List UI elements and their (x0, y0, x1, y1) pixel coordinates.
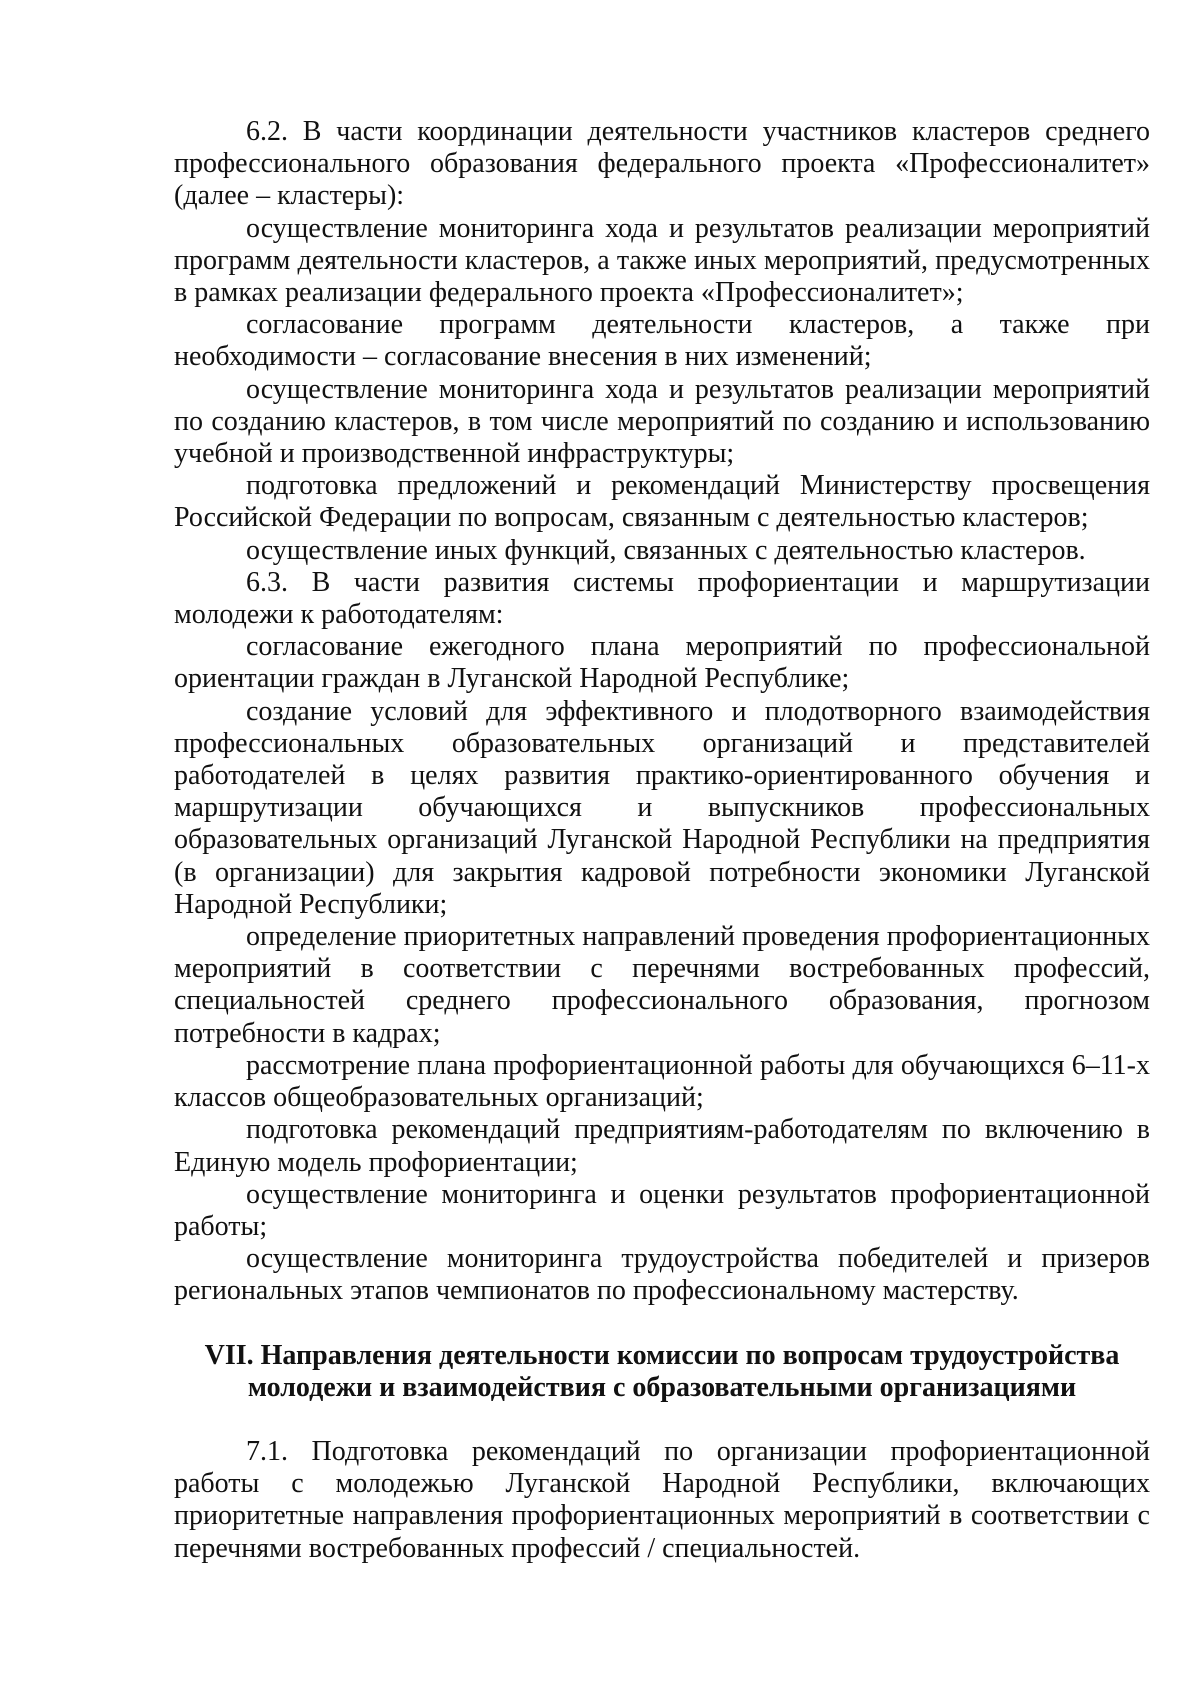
document-page (174, 116, 1150, 1565)
paragraph-other-functions: осуществление иных функций, связанных с деятельностью кластеров. (246, 534, 1086, 566)
paragraph-monitoring-results: осуществление мониторинга и оценки результатов профориентационной работы; (174, 1178, 1150, 1242)
paragraph-employment-monitoring: осуществление мониторинга трудоустройства победителей и призеров региональных этапов чемпионатов по профессиональному мастерству. (174, 1243, 1150, 1307)
paragraph-priorities: определение приоритетных направлений проведения профориентационных мероприятий в соответствии с перечнями востребованных профессий, специальностей среднего профессионального образования, прогнозом потребности в кадрах; (174, 921, 1150, 1049)
paragraph-plan-review: рассмотрение плана профориентационной работы для обучающихся 6–11-х классов общеобразовательных организаций; (174, 1049, 1150, 1114)
paragraph-6-3: 6.3. В части развития системы профориентации и маршрутизации молодежи к работодателям: (174, 566, 1150, 631)
paragraph-conditions: создание условий для эффективного и плодотворного взаимодействия профессиональных образовательных организаций и представителей работодателей в целях развития практико-ориентированного обучения и маршрутизации обучающихся и выпускников профессиональных образовательных организаций Луганской Народной Республики на предприятия (в организации) для закрытия кадровой потребности экономики Луганской Народной Республики; (174, 695, 1150, 920)
paragraph-monitoring-programs: осуществление мониторинга хода и результатов реализации мероприятий программ деятельности кластеров, а также иных мероприятий, предусмотренных в рамках реализации федерального проекта «Профессионалитет»; (174, 212, 1150, 309)
paragraph-annual-plan: согласование ежегодного плана мероприятий по профессиональной ориентации граждан в Луганской Народной Республике; (174, 631, 1150, 695)
paragraph-monitoring-creation: осуществление мониторинга хода и результатов реализации мероприятий по созданию кластеров, в том числе мероприятий по созданию и использованию учебной и производственной инфраструктуры; (174, 373, 1150, 470)
paragraph-recommendations: подготовка рекомендаций предприятиям-работодателям по включению в Единую модель профориентации; (174, 1114, 1150, 1178)
section-heading-line-1: VII. Направления деятельности комиссии по вопросам трудоустройства (204, 1339, 1120, 1371)
paragraph-proposals: подготовка предложений и рекомендаций Министерству просвещения Российской Федерации по вопросам, связанным с деятельностью кластеров; (174, 470, 1150, 534)
paragraph-6-2: 6.2. В части координации деятельности участников кластеров среднего профессионального образования федерального проекта «Профессионалитет» (далее – кластеры): (174, 116, 1150, 212)
paragraph-program-approval: согласование программ деятельности кластеров, а также при необходимости – согласование внесения в них изменений; (174, 309, 1150, 373)
section-heading-vii (174, 1340, 1150, 1404)
paragraph-7-1: 7.1. Подготовка рекомендаций по организации профориентационной работы с молодежью Луганской Народной Республики, включающих приоритетные направления профориентационных мероприятий в соответствии с перечнями востребованных профессий / специальностей. (174, 1435, 1150, 1564)
section-heading-line-2: молодежи и взаимодействия с образовательными организациями (247, 1371, 1077, 1403)
